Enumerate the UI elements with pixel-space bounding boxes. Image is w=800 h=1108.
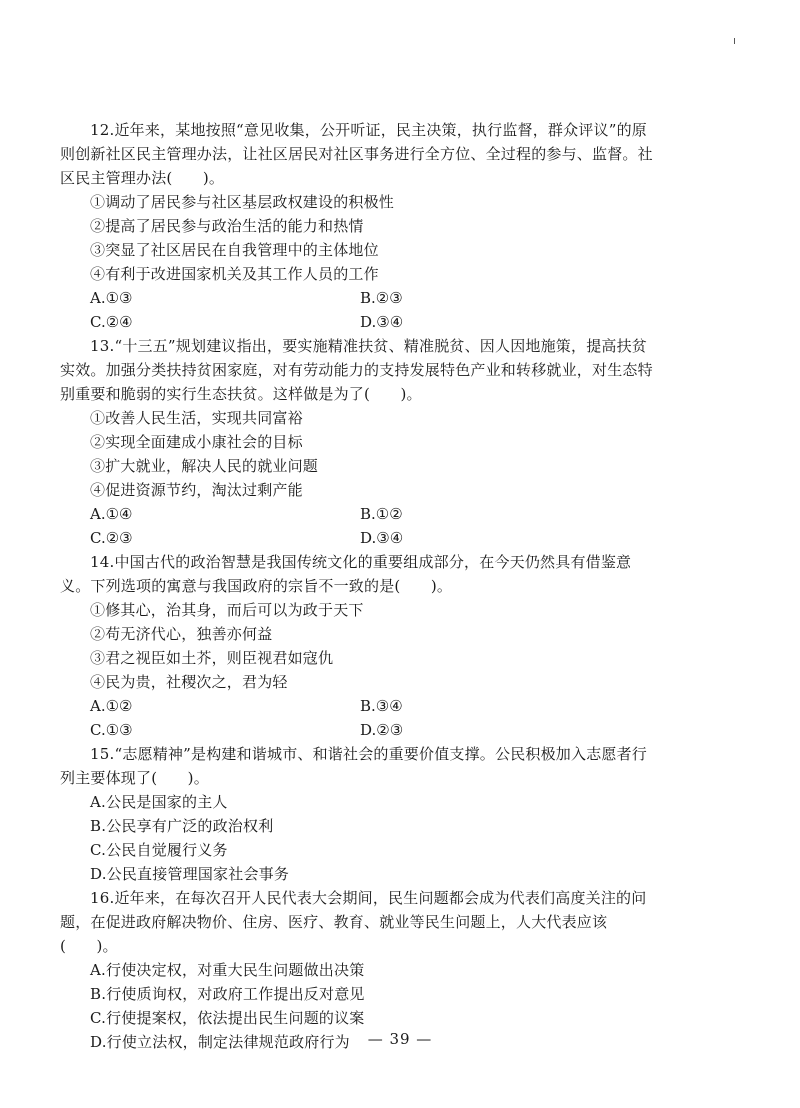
statement-item: ①调动了居民参与社区基层政权建设的积极性 (90, 193, 395, 211)
statement-item: ②实现全面建成小康社会的目标 (90, 433, 303, 451)
choice-row (60, 310, 660, 334)
choice-d: D.③④ (360, 313, 404, 331)
choice-row (60, 502, 660, 526)
question-12 (60, 118, 660, 334)
page-number: — 39 — (367, 1030, 433, 1048)
choice-d: D.公民直接管理国家社会事务 (90, 865, 290, 883)
statement-item: ②提高了居民参与政治生活的能力和热情 (90, 217, 364, 235)
choice-b: B.②③ (360, 289, 403, 307)
scan-mark (734, 38, 735, 44)
choice-b: B.行使质询权，对政府工作提出反对意见 (90, 985, 365, 1003)
choice-c: C.公民自觉履行义务 (90, 841, 228, 859)
choice-row (60, 694, 660, 718)
question-15 (60, 742, 660, 886)
question-stem: 15.“志愿精神”是构建和谐城市、和谐社会的重要价值支撑。公民积极加入志愿者行列主要体现了( )。 (60, 745, 647, 787)
choice-row (60, 718, 660, 742)
choice-c: C.②③ (90, 529, 133, 547)
question-stem: 13.“十三五”规划建议指出，要实施精准扶贫、精准脱贫、因人因地施策，提高扶贫实效。加强分类扶持贫困家庭，对有劳动能力的支持发展特色产业和转移就业，对生态特别重要和脆弱的实行生态扶贫。这样做是为了( )。 (60, 337, 653, 403)
choice-d: D.行使立法权，制定法律规范政府行为 (90, 1033, 350, 1051)
question-page (60, 118, 660, 1054)
choice-a: A.行使决定权，对重大民生问题做出决策 (90, 961, 365, 979)
question-13 (60, 334, 660, 550)
question-stem: 16.近年来，在每次召开人民代表大会期间，民生问题都会成为代表们高度关注的问题，在促进政府解决物价、住房、医疗、教育、就业等民生问题上，人大代表应该( )。 (60, 889, 647, 955)
choice-a: A.①② (90, 697, 133, 715)
statement-item: ③君之视臣如土芥，则臣视君如寇仇 (90, 649, 334, 667)
choice-b: B.③④ (360, 697, 403, 715)
choice-a: A.公民是国家的主人 (90, 793, 228, 811)
statement-item: ④民为贵，社稷次之，君为轻 (90, 673, 288, 691)
choice-row (60, 526, 660, 550)
choice-b: B.公民享有广泛的政治权利 (90, 817, 274, 835)
question-16 (60, 886, 660, 1054)
statement-item: ③突显了社区居民在自我管理中的主体地位 (90, 241, 379, 259)
statement-item: ①改善人民生活，实现共同富裕 (90, 409, 303, 427)
choice-b: B.①② (360, 505, 403, 523)
statement-item: ④促进资源节约，淘汰过剩产能 (90, 481, 303, 499)
statement-item: ①修其心，治其身，而后可以为政于天下 (90, 601, 364, 619)
question-14 (60, 550, 660, 742)
choice-c: C.①③ (90, 721, 133, 739)
statement-item: ③扩大就业，解决人民的就业问题 (90, 457, 319, 475)
choice-row (60, 286, 660, 310)
choice-d: D.③④ (360, 529, 404, 547)
choice-a: A.①④ (90, 505, 133, 523)
statement-item: ④有利于改进国家机关及其工作人员的工作 (90, 265, 379, 283)
choice-a: A.①③ (90, 289, 133, 307)
question-stem: 12.近年来，某地按照“意见收集，公开听证，民主决策，执行监督，群众评议”的原则创新社区民主管理办法，让社区居民对社区事务进行全方位、全过程的参与、监督。社区民主管理办法( )。 (60, 121, 653, 187)
statement-item: ②苟无济代心，独善亦何益 (90, 625, 273, 643)
choice-c: C.②④ (90, 313, 133, 331)
choice-c: C.行使提案权，依法提出民生问题的议案 (90, 1009, 365, 1027)
question-stem: 14.中国古代的政治智慧是我国传统文化的重要组成部分，在今天仍然具有借鉴意义。下列选项的寓意与我国政府的宗旨不一致的是( )。 (60, 553, 632, 595)
choice-d: D.②③ (360, 721, 404, 739)
